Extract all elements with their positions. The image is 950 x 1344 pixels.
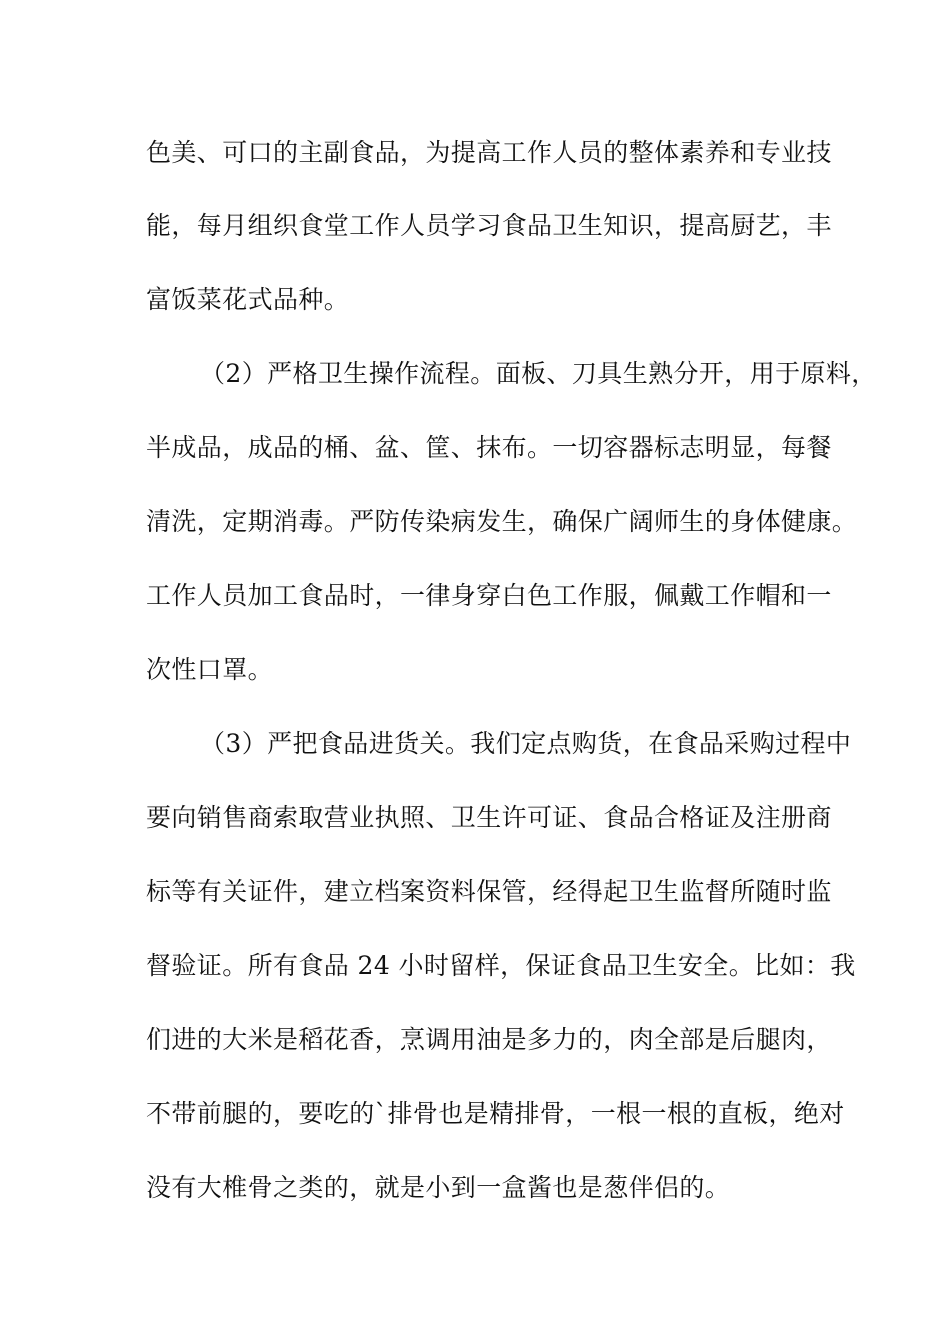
paragraph-line: 要向销售商索取营业执照、卫生许可证、食品合格证及注册商 — [146, 803, 832, 832]
paragraph-line: 能，每月组织食堂工作人员学习食品卫生知识，提高厨艺，丰 — [146, 211, 832, 240]
paragraph-line: （3）严把食品进货关。我们定点购货，在食品采购过程中 — [200, 729, 852, 758]
paragraph-line: 半成品，成品的桶、盆、筐、抹布。一切容器标志明显，每餐 — [146, 433, 832, 462]
paragraph-line: 次性口罩。 — [146, 655, 274, 684]
paragraph-line: 标等有关证件，建立档案资料保管，经得起卫生监督所随时监 — [146, 877, 832, 906]
paragraph-line: （2）严格卫生操作流程。面板、刀具生熟分开，用于原料， — [200, 359, 877, 388]
paragraph-line: 工作人员加工食品时，一律身穿白色工作服，佩戴工作帽和一 — [146, 581, 832, 610]
paragraph-line: 没有大椎骨之类的，就是小到一盒酱也是葱伴侣的。 — [146, 1173, 731, 1202]
paragraph-line: 色美、可口的主副食品，为提高工作人员的整体素养和专业技 — [146, 138, 832, 167]
paragraph-line: 清洗，定期消毒。严防传染病发生，确保广阔师生的身体健康。 — [146, 507, 858, 536]
paragraph-line: 富饭菜花式品种。 — [146, 285, 350, 314]
paragraph-line: 不带前腿的，要吃的`排骨也是精排骨，一根一根的直板，绝对 — [146, 1099, 845, 1128]
paragraph-line: 们进的大米是稻花香，烹调用油是多力的，肉全部是后腿肉， — [146, 1025, 832, 1054]
paragraph-line: 督验证。所有食品 24 小时留样，保证食品卫生安全。比如：我 — [146, 951, 856, 980]
